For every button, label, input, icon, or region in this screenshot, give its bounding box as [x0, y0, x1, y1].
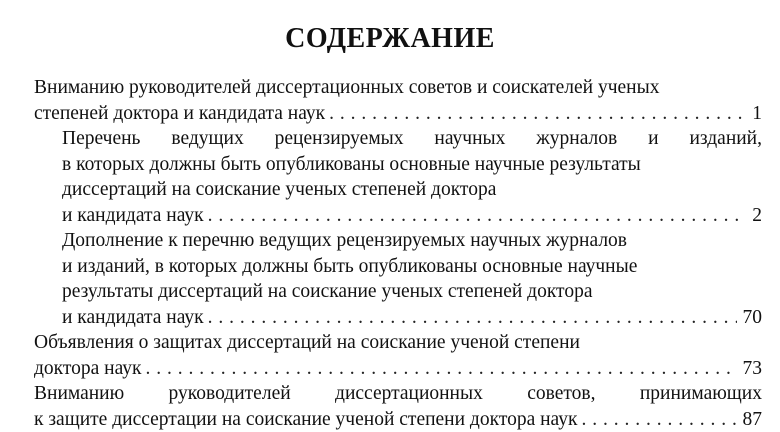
dot-leader — [208, 203, 742, 229]
toc-entry-line: к защите диссертации на соискание ученой степени доктора наук — [34, 407, 577, 432]
toc-entry-line: Вниманию руководителей диссертационных советов, принимающих — [34, 381, 762, 407]
toc-title: СОДЕРЖАНИЕ — [0, 22, 780, 56]
dot-leader — [208, 305, 737, 331]
toc-entry-notice-to-accepting-councils[interactable] — [34, 381, 762, 432]
toc-entry-line: в которых должны быть опубликованы основные научные результаты — [62, 152, 762, 178]
toc-entry-journal-list-addendum[interactable] — [34, 228, 762, 330]
toc-entry-line: диссертаций на соискание ученых степеней доктора — [62, 177, 762, 203]
page-number: 70 — [743, 305, 763, 331]
page-number: 73 — [743, 356, 763, 382]
toc-entry-line: Вниманию руководителей диссертационных советов и соискателей ученых — [34, 75, 762, 101]
toc-entry-journal-list[interactable] — [34, 126, 762, 228]
toc-entry-notice-to-councils[interactable] — [34, 75, 762, 126]
page-number: 1 — [748, 101, 762, 127]
toc-entry-line: и кандидата наук — [62, 305, 204, 331]
page-number: 2 — [748, 203, 762, 229]
toc-entry-defense-announcements[interactable] — [34, 330, 762, 381]
toc-entry-line: и изданий, в которых должны быть опубликованы основные научные — [62, 254, 762, 280]
toc-entry-line: доктора наук — [34, 356, 142, 382]
dot-leader — [581, 407, 736, 432]
toc-entry-line: результаты диссертаций на соискание ученых степеней доктора — [62, 279, 762, 305]
page-number: 87 — [743, 407, 763, 432]
toc-entry-line: степеней доктора и кандидата наук — [34, 101, 325, 127]
toc-entry-line: Объявления о защитах диссертаций на соискание ученой степени — [34, 330, 762, 356]
toc-entry-line: и кандидата наук — [62, 203, 204, 229]
toc-entry-line: Дополнение к перечню ведущих рецензируемых научных журналов — [62, 228, 762, 254]
dot-leader — [146, 356, 737, 382]
dot-leader — [329, 101, 742, 127]
toc-entry-line: Перечень ведущих рецензируемых научных журналов и изданий, — [62, 126, 762, 152]
table-of-contents — [34, 75, 762, 432]
